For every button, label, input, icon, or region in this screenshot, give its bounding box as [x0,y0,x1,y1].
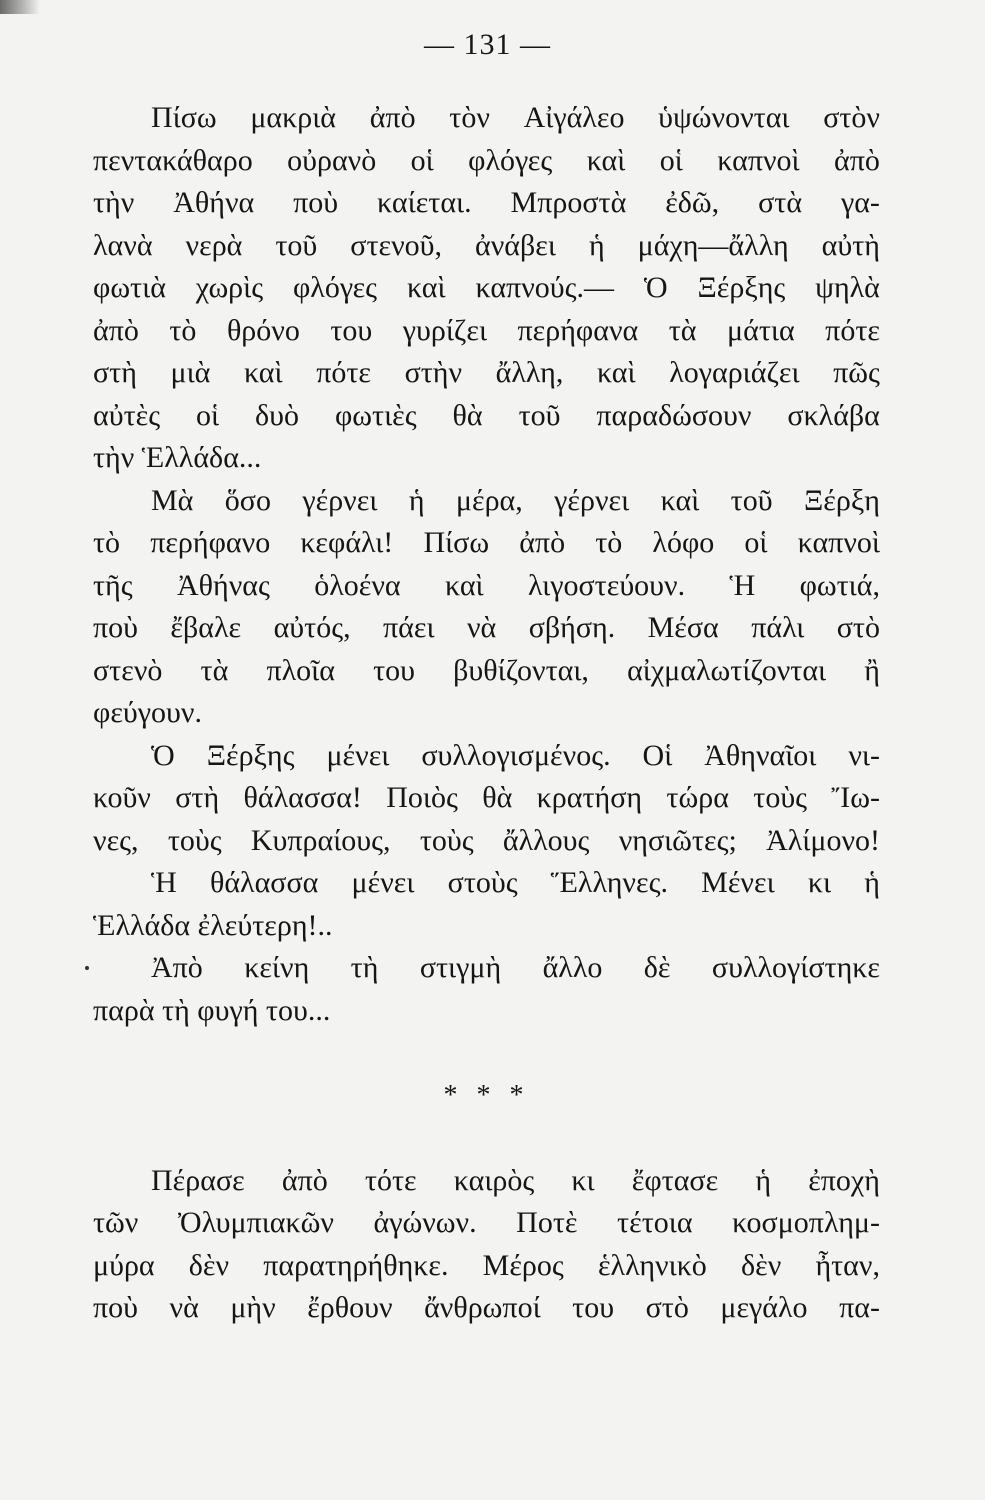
word: θὰ [482,781,513,814]
word: θάλασσα! [243,781,362,814]
word: του [572,1291,615,1324]
word: Οἱ [642,738,673,772]
word: ἡ [408,483,425,517]
word: του [373,653,415,687]
text-line [93,182,880,225]
word: λογαριάζει [669,356,800,389]
word: αἰχμαλωτίζονται [627,653,827,687]
word: πότε [825,313,880,347]
text-line [93,565,880,608]
word: ἄλλη, [495,356,564,389]
word: κοῦν [93,781,151,814]
word: νερὰ [185,228,243,262]
word: τὸ [93,526,121,559]
word: Ξέρξης [697,271,786,304]
word: καιρὸς [453,1163,535,1197]
word: τὰ [668,313,697,347]
word: περήφανο [150,526,271,559]
word: στὰ [758,186,803,219]
word: πάλι [751,611,805,644]
word: κεφάλι! [300,526,394,559]
word: ἑλληνικὸ [597,1248,707,1282]
word: ἀπὸ [519,526,566,559]
word: Μὰ [151,483,194,517]
text-line [93,522,880,565]
word: τὸ [169,313,197,347]
word: ἀνάβει [475,228,556,262]
word: ἢ [864,653,880,687]
word: μάτια [727,313,795,347]
word: τοὺς [753,781,808,814]
word: τέτοια [617,1206,693,1239]
word: Ἕλληνες. [550,866,668,899]
word: ἄλλους [502,823,590,857]
word: καὶ [586,143,626,177]
word: λανὰ [93,228,153,262]
word: οἱ [196,398,220,432]
word: Ξέρξη [803,483,880,517]
word: μεγάλο [720,1291,808,1324]
text-line: παρὰ τὴ φυγή του... [93,993,331,1027]
word: νες, [93,823,139,857]
word: χωρὶς [195,271,264,304]
word: ἐδῶ, [665,186,720,219]
word: Ὁ [643,271,668,304]
word: πότε [316,356,371,389]
word: ὁλοένα [314,568,401,602]
word: ἐποχὴ [808,1163,880,1197]
page-number-header: — 131 — [424,28,551,61]
word: Αἰγάλεο [523,101,625,134]
word: μιὰ [170,356,211,389]
word: τώρα [666,781,729,814]
paragraph [93,947,880,1032]
word: θάλασσα [209,866,319,899]
word: πεντακάθαρο [93,143,253,177]
word: ἄνθρωποί [424,1291,541,1324]
word: πλοῖα [266,653,335,687]
word: τοῦ [518,398,561,432]
word: καὶ [660,483,700,517]
word: μακριὰ [250,101,337,134]
word: οἱ [659,143,683,177]
word: καὶ [406,271,446,304]
text-line [93,480,880,523]
word: κι [807,866,832,899]
word: Ἡ [151,866,177,899]
word: αὐτὲς [93,398,161,432]
word: ἡ [864,866,880,899]
word: στὴν [404,356,463,389]
word: καπνούς.— [475,271,614,304]
word: οἱ [744,526,768,559]
word: ὑψώνονται [658,101,790,134]
text-line [93,310,880,353]
word: Ἡ [729,568,756,602]
word: λιγοστεύουν. [527,568,686,602]
text-line [93,140,880,183]
text-line [93,947,880,990]
word: πα- [839,1291,880,1324]
word: ὅσο [224,483,271,517]
word: ἀπὸ [93,313,139,347]
word: καίεται. [377,186,472,219]
word: παρατηρήθηκε. [263,1248,449,1282]
word: θρόνο [226,313,300,347]
word: τὴν [93,186,135,219]
word: τοὺς [167,823,222,857]
word: στὴ [175,781,220,814]
word: βυθίζονται, [453,653,589,687]
word: ἔφτασε [631,1163,719,1197]
word: καὶ [444,568,484,602]
text-line [93,820,880,863]
word: Πίσω [423,526,490,559]
word: καὶ [596,356,636,389]
text-line [93,607,880,650]
word: Ἀπὸ [151,951,203,984]
word: δὲ [643,951,671,984]
blank-line [93,1032,880,1075]
margin-mark [85,966,89,970]
word: μάχη—ἄλλη [637,228,789,262]
word: Ποτὲ [516,1206,578,1239]
word: συλλογίστηκε [711,951,880,984]
word: ἀπὸ [369,101,416,134]
text-line [93,267,880,310]
word: ἀπὸ [834,143,880,177]
text-line [93,1160,880,1203]
paragraph [93,735,880,863]
word: Ὁ [151,738,175,772]
blank-line [93,1117,880,1160]
word: κρατήση [536,781,643,814]
paragraph [93,97,880,480]
word: στενοῦ, [350,228,443,262]
paragraph [93,480,880,735]
word: φλόγες [468,143,553,177]
word: του [330,313,373,347]
word: τὰ [200,653,229,687]
word: στοὺς [447,866,518,899]
text-line [93,352,880,395]
word: παραδώσουν [596,398,752,432]
word: δὲν [740,1248,782,1282]
word: ποὺ [93,611,138,644]
word: δυὸ [255,398,300,432]
word: τότε [364,1163,417,1197]
text-line [93,1202,880,1245]
word: ἡ [588,228,605,262]
text-line [93,735,880,778]
word: περήφανα [517,313,639,347]
word: ἔρθουν [307,1291,393,1324]
word: ἔβαλε [170,611,242,644]
word: νησιῶτες; [618,823,737,857]
word: κοσμοπλημ- [732,1206,880,1239]
word: τῆς [93,568,133,602]
word: αὐτὴ [821,228,880,262]
word: στὸν [823,101,880,134]
word: γέρνει [302,483,378,517]
word: γα- [840,186,880,219]
text-line [93,1287,880,1330]
word: φωτιὰ [93,271,166,304]
word: στὴ [93,356,137,389]
word: κι [571,1163,595,1197]
text-line [93,97,880,140]
word: μένει [326,738,390,772]
word: συλλογισμένος. [421,738,611,772]
word: Ἀλίμονο! [766,823,880,857]
word: οἱ [410,143,434,177]
word: στενὸ [93,653,163,687]
word: κείνη [244,951,310,984]
text-line: φεύγουν. [93,696,202,729]
word: Μέρος [482,1248,564,1282]
paragraph [93,862,880,947]
word: στιγμὴ [419,951,502,984]
word: νι- [848,738,880,772]
paragraph [93,1160,880,1330]
word: τὴ [350,951,379,984]
word: Ἴω- [831,781,880,814]
word: Ἀθήνα [173,186,255,219]
word: μένει [351,866,415,899]
word: Πέρασε [151,1163,245,1197]
text-line [93,395,880,438]
word: στὸ [836,611,880,644]
word: Μπροστὰ [510,186,627,219]
word: ποὺ [93,1291,138,1324]
word: μέρα, [455,483,523,517]
word: ἀγώνων. [373,1206,477,1239]
word: τοῦ [730,483,773,517]
word: καπνοὶ [717,143,800,177]
word: τοὺς [419,823,474,857]
word: αὐτός, [273,611,351,644]
body-text [93,97,880,1330]
word: φωτιά, [799,568,880,602]
word: ἦταν, [815,1248,880,1282]
word: πάει [383,611,435,644]
text-line [93,650,880,693]
text-line [93,225,880,268]
word: μύρα [93,1248,155,1282]
word: ἄλλο [542,951,603,984]
word: Ἀθήνας [176,568,270,602]
word: στὸ [645,1291,689,1324]
word: Ξέρξης [206,738,295,772]
text-line [93,862,880,905]
word: γυρίζει [402,313,488,347]
word: Μέσα [647,611,719,644]
word: τοῦ [275,228,318,262]
word: ψηλὰ [815,271,880,304]
text-line: τὴν Ἑλλάδα... [93,441,262,474]
word: νὰ [169,1291,199,1324]
word: Πίσω [151,101,217,134]
word: θὰ [452,398,483,432]
word: τῶν [93,1206,139,1239]
word: φωτιὲς [334,398,417,432]
word: λόφο [652,526,715,559]
word: ἀπὸ [281,1163,328,1197]
word: Ποιὸς [386,781,458,814]
word: καὶ [243,356,283,389]
scan-edge [0,0,40,14]
word: οὐρανὸ [287,143,377,177]
word: ἡ [755,1163,772,1197]
word: φλόγες [292,271,378,304]
word: σβήση. [528,611,616,644]
word: πῶς [833,356,880,389]
word: Ὀλυμπιακῶν [177,1206,334,1239]
word: νὰ [466,611,497,644]
word: μὴν [230,1291,276,1324]
word: καπνοὶ [797,526,880,559]
word: σκλάβα [787,398,880,432]
word: Κυπραίους, [250,823,391,857]
text-line [93,777,880,820]
text-line [93,1245,880,1288]
word: γέρνει [554,483,630,517]
text-line: Ἑλλάδα ἐλεύτερη!.. [93,908,333,942]
word: Ἀθηναῖοι [704,738,817,772]
word: Μένει [701,866,775,899]
word: τὸν [449,101,490,134]
word: δὲν [188,1248,230,1282]
section-separator: * * * [443,1079,530,1111]
word: ποὺ [293,186,339,219]
word: τὸ [595,526,623,559]
